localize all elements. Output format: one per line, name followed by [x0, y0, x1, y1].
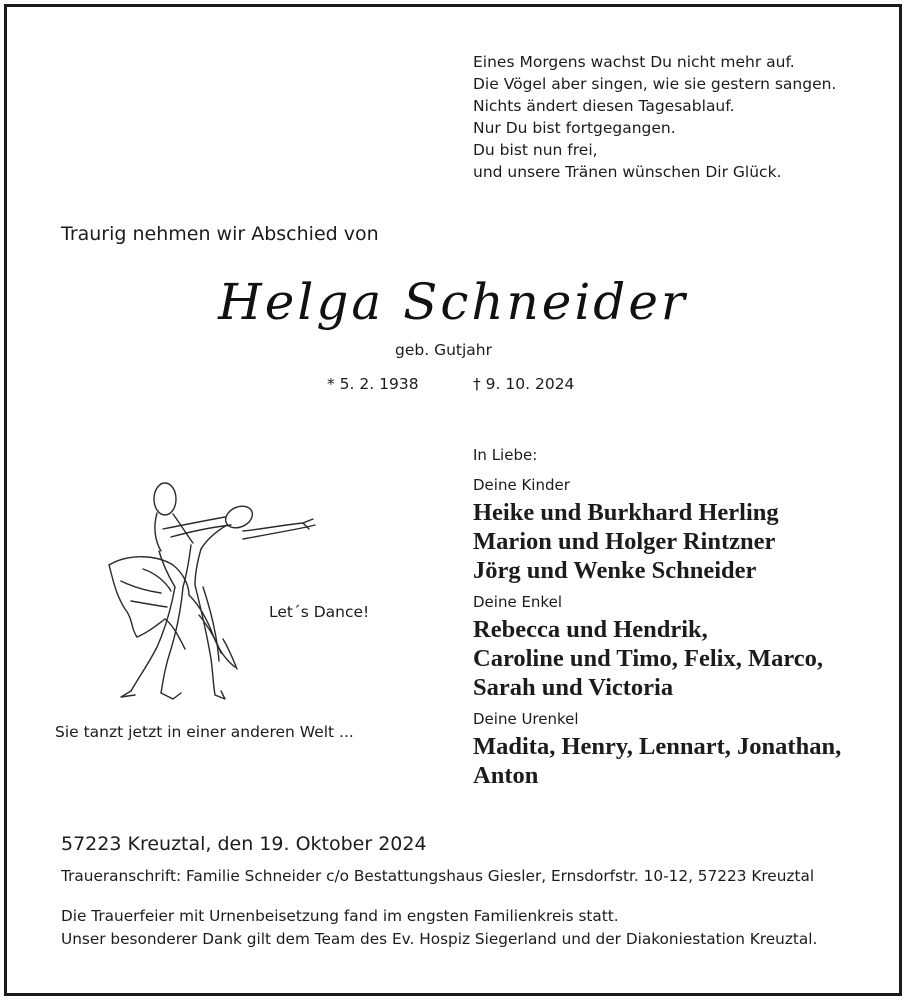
birth-date: * 5. 2. 1938	[327, 375, 419, 393]
note-line: Die Trauerfeier mit Urnenbeisetzung fand im engsten Familienkreis statt.	[61, 907, 619, 925]
death-date: † 9. 10. 2024	[473, 375, 575, 393]
poem-line: und unsere Tränen wünschen Dir Glück.	[473, 163, 782, 181]
great-grandchildren-name: Madita, Henry, Lennart, Jonathan,	[473, 733, 842, 760]
poem	[473, 51, 836, 183]
children-name: Marion und Holger Rintzner	[473, 528, 776, 555]
obituary-notice	[4, 4, 902, 996]
poem-line: Du bist nun frei,	[473, 141, 598, 159]
illustration-caption: Sie tanzt jetzt in einer anderen Welt ...	[55, 723, 354, 741]
poem-line: Die Vögel aber singen, wie sie gestern sangen.	[473, 75, 837, 93]
place-date: 57223 Kreuztal, den 19. Oktober 2024	[61, 833, 427, 855]
lets-dance-label: Let´s Dance!	[269, 603, 370, 621]
grandchildren-name: Sarah und Victoria	[473, 674, 674, 701]
dancing-couple-drawing-icon	[103, 469, 323, 705]
great-grandchildren-label: Deine Urenkel	[473, 710, 579, 728]
deceased-name: Helga Schneider	[218, 273, 688, 331]
family-list	[473, 445, 893, 790]
grandchildren-name: Caroline und Timo, Felix, Marco,	[473, 645, 824, 672]
children-name: Jörg und Wenke Schneider	[473, 557, 757, 584]
poem-line: Eines Morgens wachst Du nicht mehr auf.	[473, 53, 795, 71]
mourning-address: Traueranschrift: Familie Schneider c/o Bestattungshaus Giesler, Ernsdorfstr. 10-12, 57223 Kreuztal	[61, 867, 815, 885]
closing-notes	[61, 905, 817, 951]
note-line: Unser besonderer Dank gilt dem Team des Ev. Hospiz Siegerland und der Diakoniestation Kreuztal.	[61, 930, 818, 948]
grandchildren-name: Rebecca und Hendrik,	[473, 616, 708, 643]
poem-line: Nur Du bist fortgegangen.	[473, 119, 676, 137]
intro-text: Traurig nehmen wir Abschied von	[61, 223, 379, 245]
birth-name: geb. Gutjahr	[395, 341, 492, 359]
love-label: In Liebe:	[473, 446, 538, 464]
great-grandchildren-name: Anton	[473, 762, 539, 789]
poem-line: Nichts ändert diesen Tagesablauf.	[473, 97, 735, 115]
children-name: Heike und Burkhard Herling	[473, 499, 779, 526]
children-label: Deine Kinder	[473, 476, 570, 494]
grandchildren-label: Deine Enkel	[473, 593, 562, 611]
